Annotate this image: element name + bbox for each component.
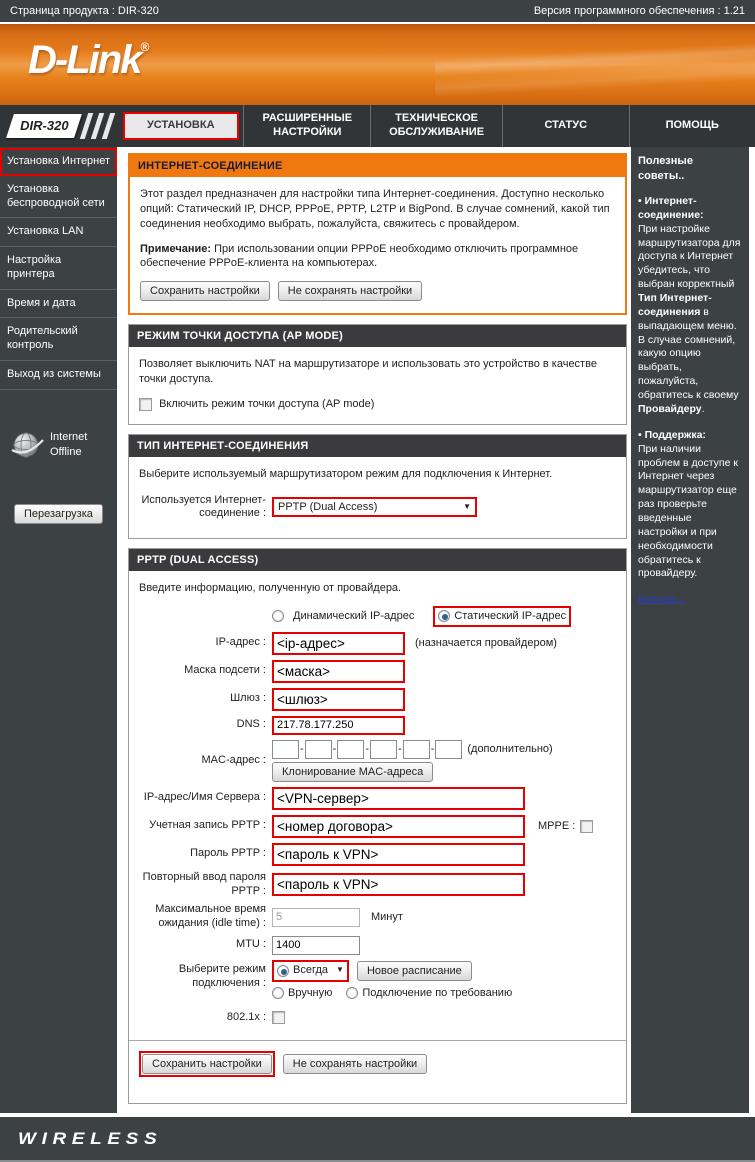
static-ip-annotation xyxy=(433,606,571,627)
dns-input[interactable] xyxy=(272,716,405,735)
pptp-password-confirm-input[interactable] xyxy=(272,873,525,896)
manual-radio[interactable] xyxy=(272,987,284,999)
save-settings-button-top[interactable]: Сохранить настройки xyxy=(140,281,270,301)
dynamic-ip-radio-label: Динамический IP-адрес xyxy=(293,609,415,622)
on-demand-radio[interactable] xyxy=(346,987,358,999)
reboot-button[interactable]: Перезагрузка xyxy=(14,504,103,524)
sidebar-item-wireless-setup[interactable]: Установка беспроводной сети xyxy=(0,176,117,219)
mac-octet-5-input[interactable] xyxy=(403,740,430,759)
section-header: ТИП ИНТЕРНЕТ-СОЕДИНЕНИЯ xyxy=(129,435,626,457)
more-link[interactable]: Больше... xyxy=(638,593,686,606)
tab-maintenance[interactable]: ТЕХНИЧЕСКОЕ ОБСЛУЖИВАНИЕ xyxy=(370,105,502,147)
chevron-down-icon: ▼ xyxy=(336,965,344,975)
globe-icon xyxy=(10,428,44,462)
pptp-account-input[interactable] xyxy=(272,815,525,838)
section-header: РЕЖИМ ТОЧКИ ДОСТУПА (AP MODE) xyxy=(129,325,626,347)
tab-setup[interactable]: УСТАНОВКА xyxy=(118,105,243,147)
sidebar-item-internet-setup[interactable]: Установка Интернет xyxy=(0,148,117,176)
idle-time-suffix: Минут xyxy=(371,910,403,923)
dns-label: DNS : xyxy=(236,718,266,731)
mac-label: MAC-адрес : xyxy=(201,753,266,766)
discard-settings-button-top[interactable]: Не сохранять настройки xyxy=(278,281,422,301)
section-ap-mode xyxy=(128,324,627,425)
right-sidebar-tips xyxy=(631,147,749,1113)
mac-octet-1-input[interactable] xyxy=(272,740,299,759)
idle-time-input[interactable] xyxy=(272,908,360,927)
model-badge xyxy=(0,105,118,147)
section-description: Введите информацию, полученную от провайдера. xyxy=(139,582,402,595)
left-sidebar xyxy=(0,147,117,1113)
manual-radio-label: Вручную xyxy=(288,986,333,999)
connection-type-label: Используется Интернет-соединение : xyxy=(141,493,266,520)
mtu-input[interactable] xyxy=(272,936,360,955)
slash-decoration xyxy=(102,113,115,139)
main-column xyxy=(128,153,627,1113)
tip-support: • Поддержка: При наличии проблем в доступе к Интернет через маршрутизатор еще раз проверьте введенные настройки и при необходимости обратитесь к провайдеру. xyxy=(638,428,738,580)
sidebar-item-logout[interactable]: Выход из системы xyxy=(0,361,117,390)
gateway-label: Шлюз : xyxy=(230,692,266,705)
internet-status-text: Internet Offline xyxy=(50,431,88,458)
section-header: ИНТЕРНЕТ-СОЕДИНЕНИЕ xyxy=(130,155,625,177)
tab-help[interactable]: ПОМОЩЬ xyxy=(629,105,755,147)
pptp-password-confirm-label: Повторный ввод пароля PPTP : xyxy=(142,870,266,897)
section-pptp: PPTP (DUAL ACCESS) Введите информацию, полученную от провайдера. Динамический IP-адрес Статический IP-адрес IP-адрес : <ip-адрес> (назначается провайдером) Маска подсети : <маска> Шлюз : <шлюз> DNS : 217.78.177.250 MAC-адрес : - - - - - (дополнительно) Клонирование MAC-адреса IP-адрес/Имя Сервера : <VPN-сервер> Учетная запись PPTP : <номер договора> MPPE : Пароль PPTP : <пароль к VPN> Повторный ввод пароля PPTP : <пароль к VPN> Максимальное время ожидания (idle time) : 5 Минут MTU : 1400 Выберите режим подключения : Всегда ▼ Новое расписание Вручную Подключение по требованию 802.1x : Сохранить настройки Не сохранять настройки xyxy=(128,548,627,1104)
brand-banner xyxy=(0,24,755,105)
section-description: Этот раздел предназначен для настройки типа Интернет-соединения. Доступно несколько опций: Статический IP, DHCP, PPPoE, PPTP, L2TP и BigPond. В случае сомнений, какой тип соединения необходимо выбрать, пожалуйста, свяжитесь с провайдером. xyxy=(140,188,610,230)
on-demand-radio-label: Подключение по требованию xyxy=(362,986,513,999)
wireless-wordmark: WIRELESS xyxy=(18,1128,163,1148)
section-description: Выберите используемый маршрутизатором режим для подключения к Интернет. xyxy=(139,467,553,480)
mac-octet-4-input[interactable] xyxy=(370,740,397,759)
always-mode-annotation xyxy=(272,960,349,982)
pptp-account-label: Учетная запись PPTP : xyxy=(149,819,266,832)
dot1x-checkbox[interactable] xyxy=(272,1011,285,1024)
mppe-checkbox[interactable] xyxy=(580,820,593,833)
section-description: Позволяет выключить NAT на маршрутизаторе и использовать это устройство в качестве точки доступа. xyxy=(139,358,597,386)
tips-title: Полезные советы.. xyxy=(638,155,693,182)
main-nav xyxy=(0,105,755,147)
ap-mode-checkbox[interactable] xyxy=(139,398,152,411)
vpn-server-input[interactable] xyxy=(272,787,525,810)
mtu-label: MTU : xyxy=(236,938,266,951)
mask-label: Маска подсети : xyxy=(184,664,266,677)
firmware-version-label: Версия программного обеспечения : 1.21 xyxy=(533,5,745,17)
content-area xyxy=(0,147,755,1113)
sidebar-item-parental-control[interactable]: Родительский контроль xyxy=(0,318,117,361)
clone-mac-button[interactable]: Клонирование MAC-адреса xyxy=(272,762,433,782)
model-name-box: DIR-320 xyxy=(6,114,82,138)
sidebar-item-printer-setup[interactable]: Настройка принтера xyxy=(0,247,117,290)
divider xyxy=(129,1040,626,1041)
static-ip-radio[interactable] xyxy=(438,610,450,622)
product-page-label: Страница продукта : DIR-320 xyxy=(10,5,159,17)
pptp-password-label: Пароль PPTP : xyxy=(190,847,266,860)
always-select[interactable]: Всегда ▼ xyxy=(289,963,344,979)
discard-settings-button-bottom[interactable]: Не сохранять настройки xyxy=(283,1054,427,1074)
section-internet-connection xyxy=(128,153,627,315)
dynamic-ip-radio[interactable] xyxy=(272,610,284,622)
dot1x-label: 802.1x : xyxy=(226,1010,266,1023)
section-header: PPTP (DUAL ACCESS) xyxy=(129,549,626,571)
ap-mode-checkbox-label: Включить режим точки доступа (AP mode) xyxy=(159,397,375,410)
section-connection-type xyxy=(128,434,627,539)
tab-advanced[interactable]: РАСШИРЕННЫЕ НАСТРОЙКИ xyxy=(243,105,370,147)
sidebar-item-lan-setup[interactable]: Установка LAN xyxy=(0,218,117,247)
top-info-bar xyxy=(0,0,755,22)
gateway-input[interactable] xyxy=(272,688,405,711)
vpn-server-label: IP-адрес/Имя Сервера : xyxy=(143,791,266,804)
save-settings-button-bottom[interactable]: Сохранить настройки xyxy=(142,1054,272,1074)
section-note: Примечание: При использовании опции PPPoE необходимо отключить программное обеспечение PPPoE-клиента на компьютерах. xyxy=(140,242,579,270)
mppe-label: MPPE : xyxy=(538,819,576,832)
internet-status xyxy=(10,428,117,462)
chevron-down-icon: ▼ xyxy=(463,501,471,511)
idle-time-label: Максимальное время ожидания (idle time) : xyxy=(155,903,266,930)
mac-octet-3-input[interactable] xyxy=(337,740,364,759)
ip-label: IP-адрес : xyxy=(215,636,266,649)
save-button-annotation xyxy=(139,1051,275,1077)
mac-hint: (дополнительно) xyxy=(467,742,553,755)
trademark-symbol: ® xyxy=(140,40,150,54)
tab-status[interactable]: СТАТУС xyxy=(502,105,628,147)
connect-mode-label: Выберите режим подключения : xyxy=(178,962,266,989)
pptp-password-input[interactable] xyxy=(272,843,525,866)
always-radio[interactable] xyxy=(277,965,289,977)
mac-octet-2-input[interactable] xyxy=(305,740,332,759)
dlink-logo: D-Link® xyxy=(28,38,150,82)
sidebar-item-time-date[interactable]: Время и дата xyxy=(0,290,117,319)
mac-octet-6-input[interactable] xyxy=(435,740,462,759)
connection-type-select[interactable]: PPTP (Dual Access) ▼ xyxy=(272,497,477,517)
ip-address-input[interactable] xyxy=(272,632,405,655)
tip-internet-connection: • Интернет-соединение: При настройке маршрутизатора для доступа к Интернет убедитесь, что выбран корректный Тип Интернет-соединения в выпадающем меню. В случае сомнений, какую опцию выбрать, пожалуйста, обратитесь к своему Провайдеру. xyxy=(638,195,741,415)
ip-hint: (назначается провайдером) xyxy=(415,636,557,649)
static-ip-radio-label: Статический IP-адрес xyxy=(454,609,567,622)
footer-bar xyxy=(0,1117,755,1162)
new-schedule-button[interactable]: Новое расписание xyxy=(357,961,472,981)
subnet-mask-input[interactable] xyxy=(272,660,405,683)
